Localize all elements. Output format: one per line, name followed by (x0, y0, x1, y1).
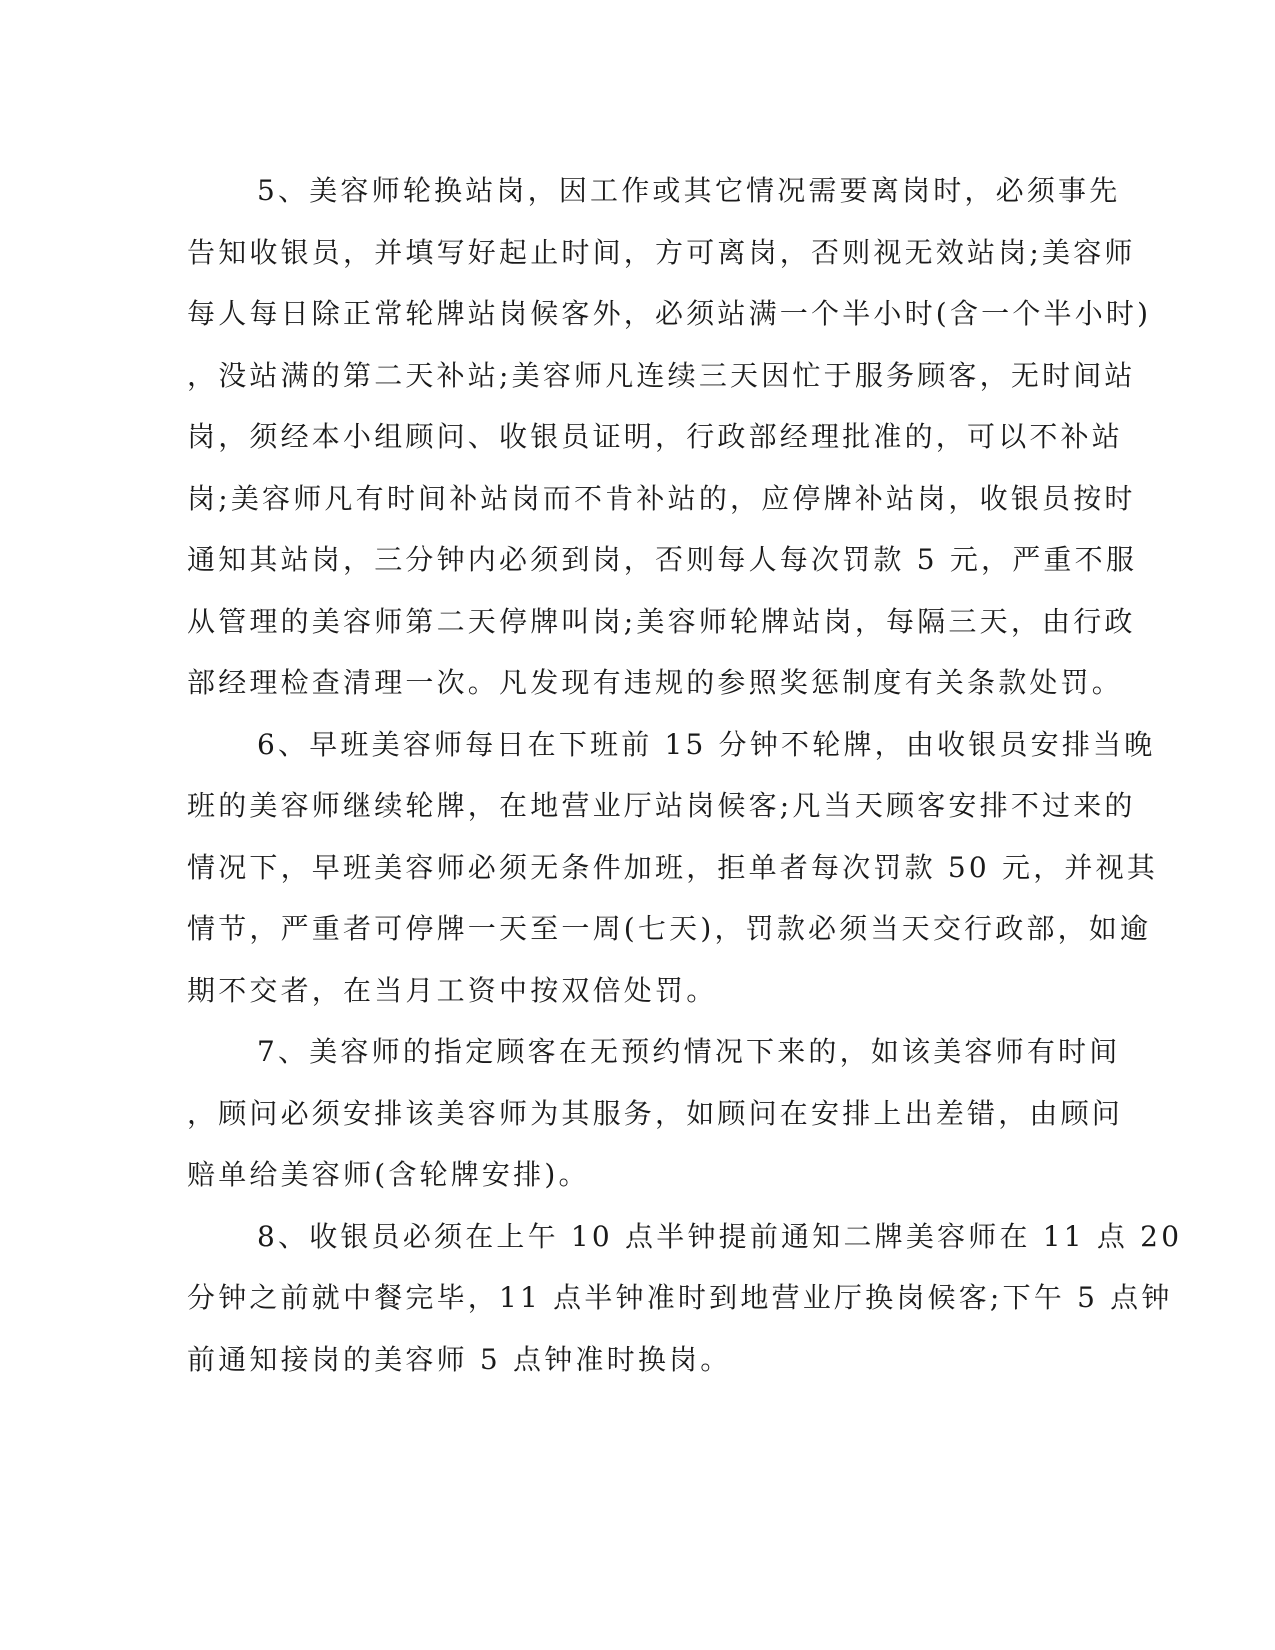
paragraph-7 (187, 1021, 1124, 1206)
text-line: 前通知接岗的美容师 5 点钟准时换岗。 (187, 1342, 732, 1376)
text-line: 情况下，早班美容师必须无条件加班，拒单者每次罚款 50 元，并视其 (187, 850, 1159, 884)
text-line: 分钟之前就中餐完毕，11 点半钟准时到地营业厅换岗候客;下午 5 点钟 (187, 1281, 1173, 1314)
paragraph-6 (187, 714, 1159, 1022)
text-line: 岗，须经本小组顾问、收银员证明，行政部经理批准的，可以不补站 (187, 420, 1124, 453)
paragraph-5 (187, 160, 1152, 714)
text-line: 从管理的美容师第二天停牌叫岗;美容师轮牌站岗，每隔三天，由行政 (187, 604, 1136, 638)
text-line: 告知收银员，并填写好起止时间，方可离岗，否则视无效站岗;美容师 (187, 235, 1136, 269)
text-line: 通知其站岗，三分钟内必须到岗，否则每人每次罚款 5 元，严重不服 (187, 543, 1138, 576)
text-line: 部经理检查清理一次。凡发现有违规的参照奖惩制度有关条款处罚。 (187, 666, 1124, 699)
paragraph-8 (187, 1206, 1183, 1391)
document-body (187, 160, 1183, 1390)
text-line: 期不交者，在当月工资中按双倍处罚。 (187, 973, 718, 1007)
text-line: 每人每日除正常轮牌站岗候客外，必须站满一个半小时(含一个半小时) (187, 297, 1152, 330)
text-line: 赔单给美容师(含轮牌安排)。 (187, 1158, 590, 1191)
text-line: 7、美容师的指定顾客在无预约情况下来的，如该美容师有时间 (257, 1035, 1121, 1068)
text-line: 6、早班美容师每日在下班前 15 分钟不轮牌，由收银员安排当晚 (257, 727, 1156, 761)
text-line: 班的美容师继续轮牌，在地营业厅站岗候客;凡当天顾客安排不过来的 (187, 789, 1136, 822)
text-line: 情节，严重者可停牌一天至一周(七天)，罚款必须当天交行政部，如逾 (187, 912, 1152, 945)
text-line: 岗;美容师凡有时间补站岗而不肯补站的，应停牌补站岗，收银员按时 (187, 481, 1136, 515)
text-line: ，顾问必须安排该美容师为其服务，如顾问在安排上出差错，由顾问 (187, 1096, 1124, 1130)
text-line: ，没站满的第二天补站;美容师凡连续三天因忙于服务顾客，无时间站 (187, 358, 1136, 392)
text-line: 8、收银员必须在上午 10 点半钟提前通知二牌美容师在 11 点 20 (257, 1219, 1183, 1253)
text-line: 5、美容师轮换站岗，因工作或其它情况需要离岗时，必须事先 (257, 174, 1121, 207)
